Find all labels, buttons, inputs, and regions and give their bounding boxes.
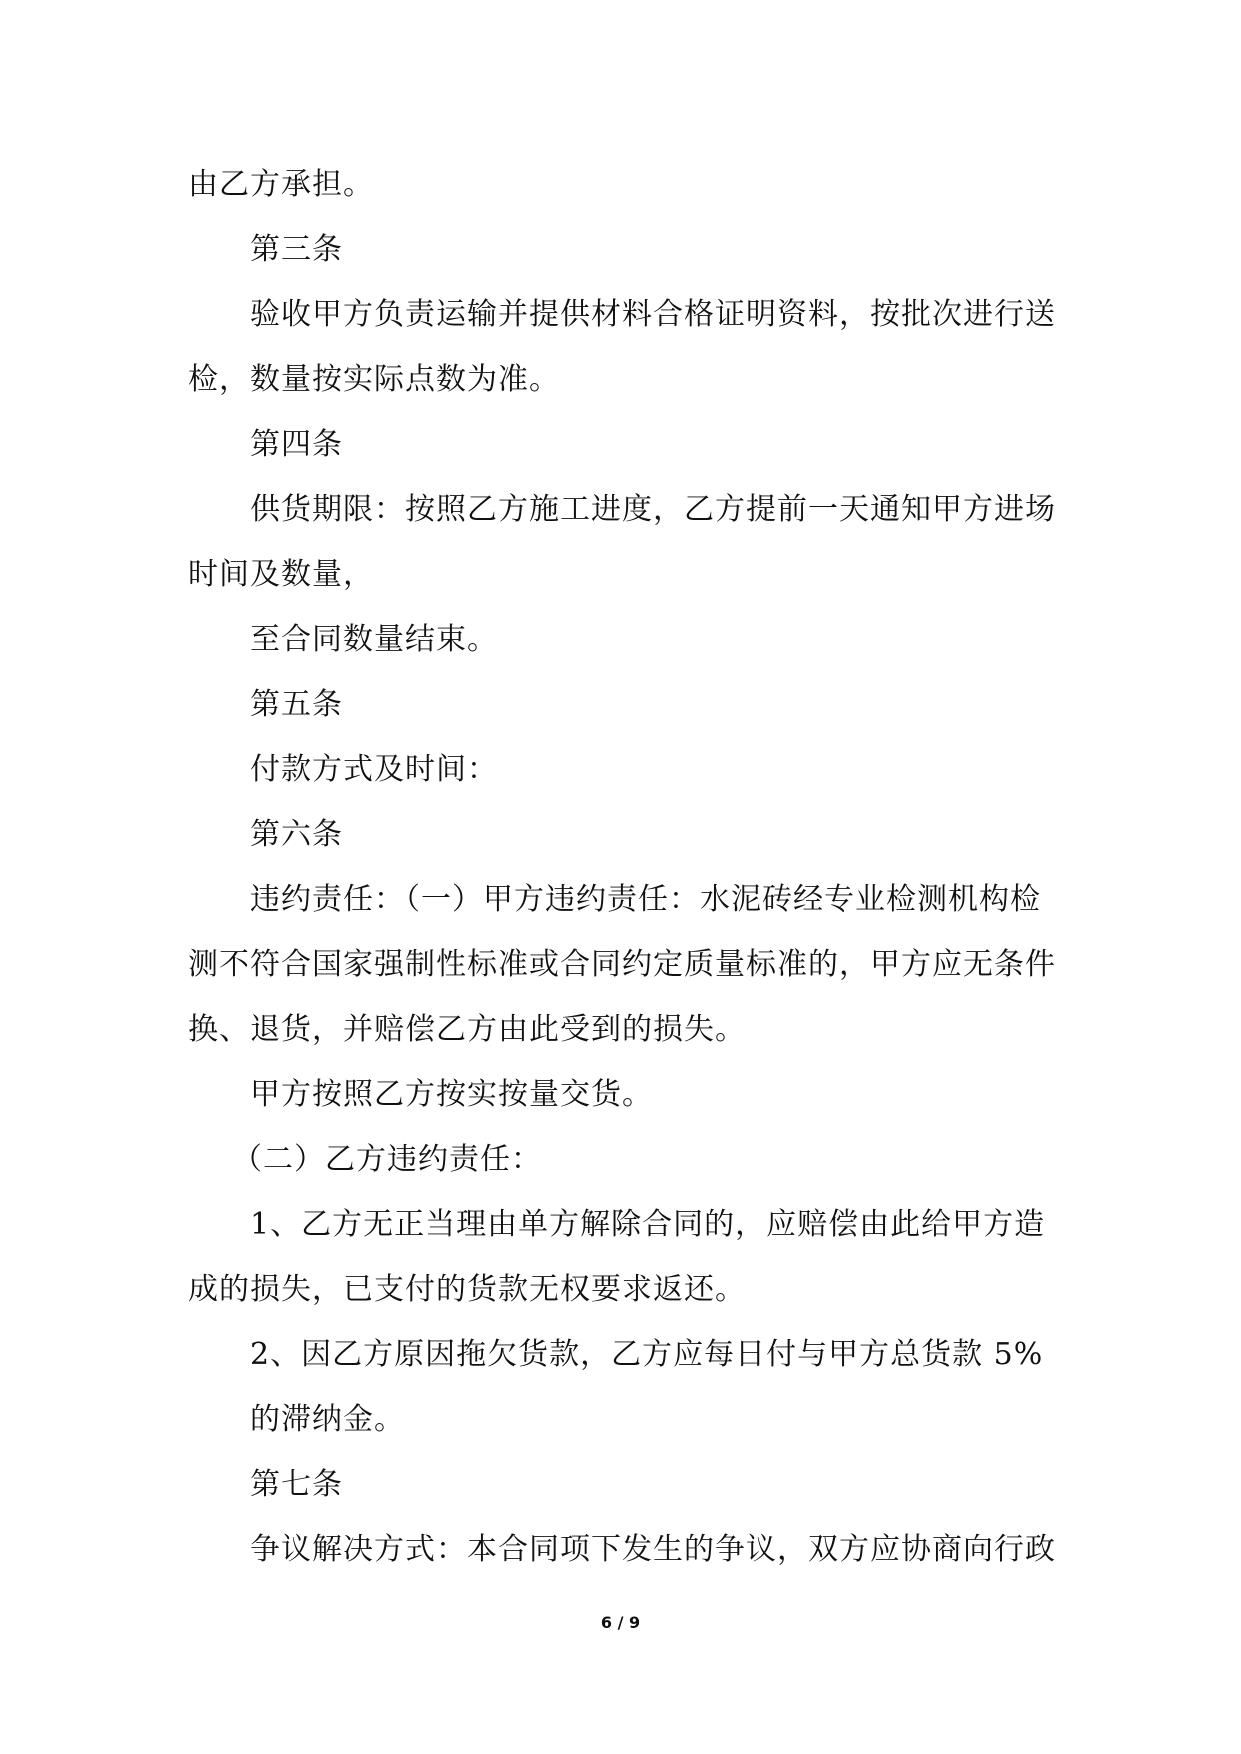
document-body <box>188 152 1058 1582</box>
list-item: 2、因乙方原因拖欠货款，乙方应每日付与甲方总货款 5% <box>250 1337 1044 1372</box>
paragraph: 违约责任：（一）甲方违约责任：水泥砖经专业检测机构检测不符合国家强制性标准或合同约定质量标准的，甲方应无条件换、退货，并赔偿乙方由此受到的损失。 <box>188 882 1056 1047</box>
list-item: 1、乙方无正当理由单方解除合同的，应赔偿由此给甲方造成的损失，已支付的货款无权要求返还。 <box>188 1207 1046 1307</box>
paragraph: 付款方式及时间： <box>250 752 498 787</box>
article-heading: 第七条 <box>250 1467 343 1502</box>
article-heading: 第五条 <box>250 687 343 722</box>
article-heading: 第六条 <box>250 817 343 852</box>
paragraph: 由乙方承担。 <box>188 167 374 202</box>
article-heading: 第四条 <box>250 427 343 462</box>
page-number: 6 / 9 <box>600 1613 641 1632</box>
paragraph: 的滞纳金。 <box>250 1402 405 1437</box>
paragraph: 争议解决方式：本合同项下发生的争议，双方应协商向行政 <box>250 1532 1056 1567</box>
paragraph: 至合同数量结束。 <box>250 622 498 657</box>
paragraph: 甲方按照乙方按实按量交货。 <box>250 1077 653 1112</box>
paragraph: 供货期限：按照乙方施工进度，乙方提前一天通知甲方进场时间及数量， <box>188 492 1056 592</box>
paragraph: 验收甲方负责运输并提供材料合格证明资料，按批次进行送检，数量按实际点数为准。 <box>188 297 1056 397</box>
paragraph: （二）乙方违约责任： <box>232 1142 542 1177</box>
article-heading: 第三条 <box>250 232 343 267</box>
